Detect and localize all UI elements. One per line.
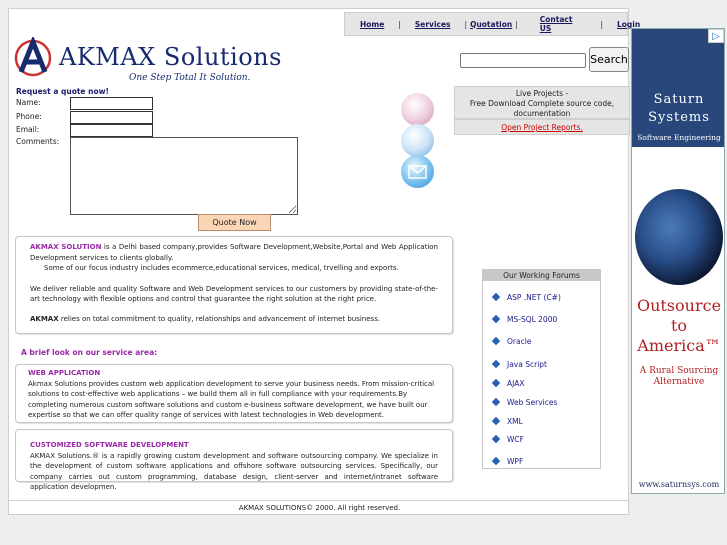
quote-form xyxy=(16,87,109,146)
diamond-bullet-icon xyxy=(492,435,500,443)
working-forums-title: Our Working Forums xyxy=(483,270,600,281)
forum-item[interactable]: WPF xyxy=(493,457,523,466)
search-button[interactable]: Search xyxy=(589,47,629,72)
saturn-systems-ad[interactable] xyxy=(631,28,725,494)
about-brand: AKMAX SOLUTION xyxy=(30,243,102,251)
ad-header xyxy=(632,29,725,132)
top-navigation xyxy=(344,12,641,36)
forum-item[interactable]: ASP .NET (C#) xyxy=(493,293,561,302)
custom-software-text: AKMAX Solutions.® is a rapidly growing custom development and software outsourcing company. We specialize in the development of custom software applications and offshore software outsourcing services. Specifically, our company carries out custom programming, database design, client-server and internet/intranet software application developmen. xyxy=(30,451,438,491)
diamond-bullet-icon xyxy=(492,398,500,406)
comments-field[interactable] xyxy=(70,137,298,215)
quote-now-button[interactable]: Quote Now xyxy=(198,214,271,231)
diamond-bullet-icon xyxy=(492,337,500,345)
about-box xyxy=(15,236,453,334)
about-focus: Some of our focus industry includes ecommerce,educational services, medical, trvelling and exports. xyxy=(44,264,399,272)
nav-login-link[interactable]: Login xyxy=(616,19,641,29)
diamond-bullet-icon xyxy=(492,379,500,387)
open-project-reports-link[interactable]: Open Project Reports. xyxy=(501,123,583,132)
support-agent-icon[interactable] xyxy=(401,124,434,157)
about-commitment: relies on total commitment to quality, relationships and advancement of internet business. xyxy=(58,314,381,323)
ad-choices-icon[interactable]: ▷ xyxy=(708,29,724,43)
mail-icon[interactable] xyxy=(401,155,434,188)
live-projects-desc: Free Download Complete source code, xyxy=(469,99,615,108)
nav-separator: | xyxy=(398,19,401,29)
custom-software-title: CUSTOMIZED SOFTWARE DEVELOPMENT xyxy=(30,441,189,449)
about-intro: is a Delhi based company,provides Software Development,Website,Portal and Web Application Development services to clients globally. xyxy=(30,243,438,262)
page-container xyxy=(8,8,641,515)
brand-tagline: One Step Total It Solution. xyxy=(129,73,251,83)
service-area-heading: A brief look on our service area: xyxy=(21,348,158,357)
brand-name: AKMAX Solutions xyxy=(59,43,282,71)
people-group-icon[interactable] xyxy=(401,93,434,126)
live-projects-desc2: documentation xyxy=(513,109,571,118)
forum-item[interactable]: Web Services xyxy=(493,398,557,407)
email-field[interactable] xyxy=(70,124,153,137)
diamond-bullet-icon xyxy=(492,315,500,323)
forum-item[interactable]: Oracle xyxy=(493,337,531,346)
nav-separator: | xyxy=(600,19,603,29)
nav-separator: | xyxy=(515,19,518,29)
name-field[interactable] xyxy=(70,97,153,110)
nav-services-link[interactable]: Services xyxy=(414,19,451,29)
web-application-text: Akmax Solutions provides custom web application development to serve your business needs. From mission-critical solutions to cost-effective web applications – we build them all in full compliance with your requirements.By completing numerous custom software solutions and custom e-business software development, we have built our expertise so that we can offer quality range of services with latest technologies in Web development. xyxy=(28,379,435,419)
web-application-box xyxy=(15,364,453,423)
diamond-bullet-icon xyxy=(492,360,500,368)
about-delivery: We deliver reliable and quality Software and Web Development services to our customers by providing state-of-the-art technology with flexible options and control that guarantee the right solution at the right price. xyxy=(30,284,438,303)
live-projects-title: Live Projects - xyxy=(515,89,569,98)
phone-label: Phone: xyxy=(16,112,42,121)
custom-software-box xyxy=(15,429,453,491)
ad-url: www.saturnsys.com xyxy=(638,480,720,489)
ad-brand-line2: Systems xyxy=(648,110,710,125)
forum-item[interactable]: Java Script xyxy=(493,360,547,369)
search-input[interactable] xyxy=(460,53,586,68)
email-label: Email: xyxy=(16,125,40,134)
diamond-bullet-icon xyxy=(492,293,500,301)
forum-item[interactable]: XML xyxy=(493,417,523,426)
diamond-bullet-icon xyxy=(492,457,500,465)
forum-item[interactable]: AJAX xyxy=(493,379,524,388)
diamond-bullet-icon xyxy=(492,417,500,425)
nav-quotation-link[interactable]: Quotation xyxy=(470,19,513,29)
ad-brand-line1: Saturn xyxy=(653,92,705,107)
working-forums-panel xyxy=(482,269,601,469)
forum-item[interactable]: WCF xyxy=(493,435,524,444)
forum-item[interactable]: MS-SQL 2000 xyxy=(493,315,557,324)
site-logo[interactable] xyxy=(13,37,282,83)
project-reports-panel xyxy=(454,119,630,135)
nav-home-link[interactable]: Home xyxy=(360,19,385,29)
name-label: Name: xyxy=(16,98,41,107)
live-projects-panel xyxy=(454,86,630,119)
nav-separator: | xyxy=(464,19,468,29)
ad-outsource-headline: Outsource to America™ xyxy=(636,296,722,355)
nav-contact-link[interactable]: Contact US xyxy=(539,15,573,33)
about-brand-short: AKMAX xyxy=(30,314,59,323)
ad-rural-sourcing: A Rural Sourcing Alternative xyxy=(639,366,719,387)
globe-icon xyxy=(635,189,723,285)
web-application-title: WEB APPLICATION xyxy=(28,369,101,377)
phone-field[interactable] xyxy=(70,111,153,124)
footer-copyright: AKMAX SOLUTIONS© 2000. All right reserved. xyxy=(9,500,630,512)
ad-subtitle: Software Engineering xyxy=(632,131,725,147)
quote-form-title: Request a quote now! xyxy=(16,87,109,96)
akmax-logo-icon xyxy=(13,37,53,79)
comments-label: Comments: xyxy=(16,137,60,146)
